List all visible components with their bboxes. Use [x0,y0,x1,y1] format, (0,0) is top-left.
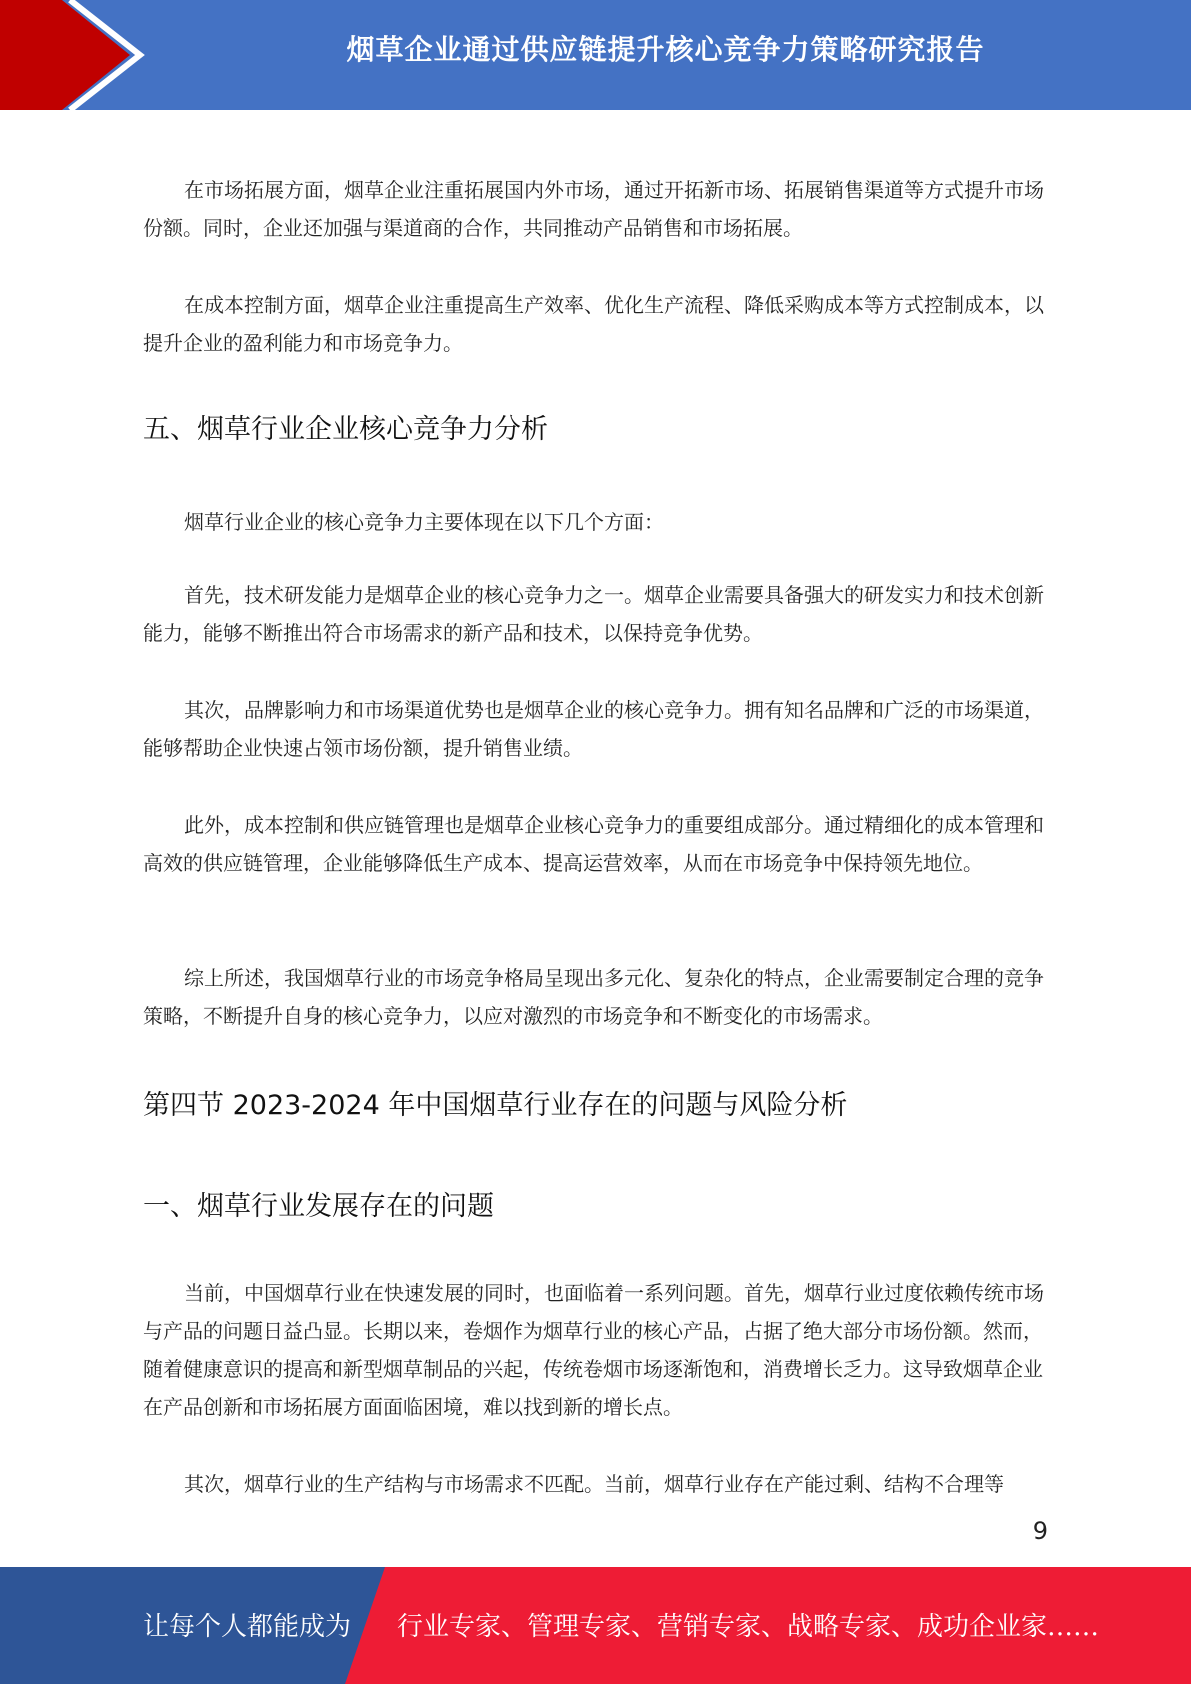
page-header [0,0,1191,110]
paragraph-cost-control: 在成本控制方面，烟草企业注重提高生产效率、优化生产流程、降低采购成本等方式控制成本，以提升企业的盈利能力和市场竞争力。 [143,293,1044,355]
paragraph-summary: 综上所述，我国烟草行业的市场竞争格局呈现出多元化、复杂化的特点，企业需要制定合理的竞争策略，不断提升自身的核心竞争力，以应对激烈的市场竞争和不断变化的市场需求。 [143,966,1044,1028]
paragraph-market-expansion: 在市场拓展方面，烟草企业注重拓展国内外市场，通过开拓新市场、拓展销售渠道等方式提升市场份额。同时，企业还加强与渠道商的合作，共同推动产品销售和市场拓展。 [143,178,1044,240]
report-title: 烟草企业通过供应链提升核心竞争力策略研究报告 [346,33,985,66]
heading-problems: 一、烟草行业发展存在的问题 [143,1191,494,1222]
paragraph-brand-channel: 其次，品牌影响力和市场渠道优势也是烟草企业的核心竞争力。拥有知名品牌和广泛的市场渠道，能够帮助企业快速占领市场份额，提升销售业绩。 [143,698,1044,760]
heading-section-four: 第四节 2023-2024 年中国烟草行业存在的问题与风险分析 [143,1090,848,1121]
page-number: 9 [1032,1517,1048,1545]
chevron-arrow-icon [0,0,160,110]
paragraph-supply-chain: 此外，成本控制和供应链管理也是烟草企业核心竞争力的重要组成部分。通过精细化的成本管理和高效的供应链管理，企业能够降低生产成本、提高运营效率，从而在市场竞争中保持领先地位。 [143,813,1044,875]
paragraph-production-structure: 其次，烟草行业的生产结构与市场需求不匹配。当前，烟草行业存在产能过剩、结构不合理等 [184,1472,1004,1496]
page-footer [0,1567,1191,1684]
paragraph-current-problems: 当前，中国烟草行业在快速发展的同时，也面临着一系列问题。首先，烟草行业过度依赖传统市场与产品的问题日益凸显。长期以来，卷烟作为烟草行业的核心产品，占据了绝大部分市场份额。然而，随着健康意识的提高和新型烟草制品的兴起，传统卷烟市场逐渐饱和，消费增长乏力。这导致烟草企业在产品创新和市场拓展方面面临困境，难以找到新的增长点。 [143,1281,1044,1419]
heading-core-competitiveness: 五、烟草行业企业核心竞争力分析 [143,414,548,445]
footer-slogan-right: 行业专家、管理专家、营销专家、战略专家、成功企业家…… [397,1612,1100,1642]
paragraph-intro: 烟草行业企业的核心竞争力主要体现在以下几个方面： [184,510,664,534]
paragraph-rd-capability: 首先，技术研发能力是烟草企业的核心竞争力之一。烟草企业需要具备强大的研发实力和技术创新能力，能够不断推出符合市场需求的新产品和技术，以保持竞争优势。 [143,583,1044,645]
footer-slogan-left: 让每个人都能成为 [143,1612,352,1642]
